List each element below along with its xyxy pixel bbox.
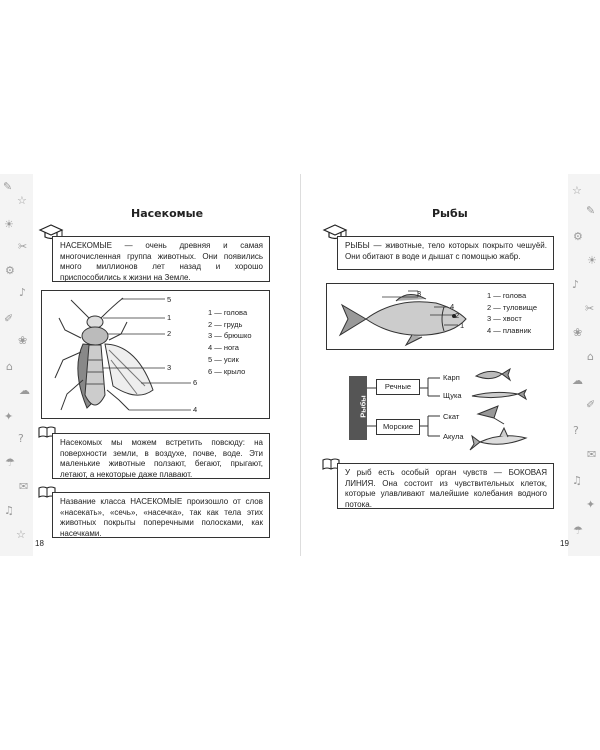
tree-leaf-pike: Щука xyxy=(443,391,462,400)
right-doodle-margin: ☆ ✎ ⚙ ☀ ♪ ✂ ❀ ⌂ ☁ ✐ ? ✉ ♫ ✦ ☂ xyxy=(567,174,600,556)
legend-row: 4 — нога xyxy=(208,343,239,353)
beetle-callout-2: 2 xyxy=(167,329,172,338)
beetle-callout-6: 6 xyxy=(193,378,198,387)
legend-row: 3 — брюшко xyxy=(208,331,252,341)
legend-row: 5 — усик xyxy=(208,354,239,364)
tree-leaf-ray: Скат xyxy=(443,412,460,421)
legend-row: 2 — грудь xyxy=(208,319,243,329)
fish-callout-3: 3 xyxy=(417,289,422,298)
insect-parts-legend xyxy=(208,307,252,377)
left-doodle-margin: ✎ ☆ ☀ ✂ ⚙ ♪ ✐ ❀ ⌂ ☁ ✦ ? ☂ ✉ ♫ ☆ xyxy=(0,174,34,556)
legend-row: 1 — голова xyxy=(208,308,248,317)
insects-fact-box-2: Название класса НАСЕКОМЫЕ произошло от слов «насекать», «сечь», «насечка», так как тела этих животных покрыты поперечными полосками, как насечками. xyxy=(52,492,270,538)
fish-title: Рыбы xyxy=(432,207,468,220)
fish-parts-legend xyxy=(487,290,537,337)
page-number-right: 19 xyxy=(560,539,569,548)
fish-callout-4: 4 xyxy=(450,302,455,311)
beetle-callout-4: 4 xyxy=(193,405,198,414)
fish-intro-box: РЫБЫ — животные, тело которых покрыто чешуёй. Они обитают в воде и дышат с помощью жабр. xyxy=(337,236,554,270)
beetle-callout-3: 3 xyxy=(167,363,172,372)
tree-branch-sea: Морские xyxy=(376,419,420,435)
insects-intro-box: НАСЕКОМЫЕ — очень древняя и самая многочисленная группа животных. Они появились много миллионов лет назад и хорошо приспособились к жизни на Земле. xyxy=(52,236,270,282)
legend-row: 1 — голова xyxy=(487,291,527,300)
fish-species-illustrations xyxy=(468,366,534,456)
legend-row: 6 — крыло xyxy=(208,366,246,376)
legend-row: 3 — хвост xyxy=(487,314,522,324)
fish-fact-box: У рыб есть особый орган чувств — БОКОВАЯ ЛИНИЯ. Она состоит из чувствительных клеток, которые улавливают малейшие колебания водного потока. xyxy=(337,463,554,509)
beetle-callout-5: 5 xyxy=(167,295,172,304)
fish-callout-2: 2 xyxy=(455,311,460,320)
beetle-callout-1: 1 xyxy=(167,313,172,322)
tree-branch-river: Речные xyxy=(376,379,420,395)
insects-fact-box-1: Насекомых мы можем встретить повсюду: на поверхности земли, в воздухе, почве, воде. Эти маленькие животные ползают, бегают, прыгают, летают, а некоторые даже плавают. xyxy=(52,433,270,479)
fish-callout-1: 1 xyxy=(460,321,465,330)
tree-leaf-carp: Карп xyxy=(443,373,460,382)
insects-title: Насекомые xyxy=(131,207,204,220)
legend-row: 4 — плавник xyxy=(487,326,532,336)
tree-leaf-shark: Акула xyxy=(443,432,464,441)
page-number-left: 18 xyxy=(35,539,44,548)
tree-root-fish: Рыбы xyxy=(349,376,367,440)
legend-row: 2 — туловище xyxy=(487,302,538,312)
